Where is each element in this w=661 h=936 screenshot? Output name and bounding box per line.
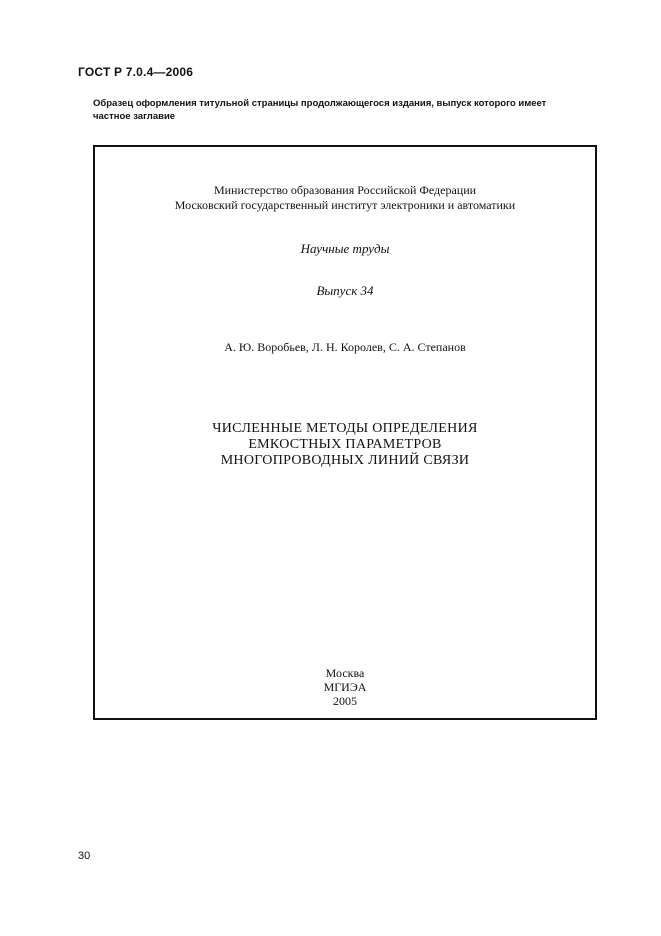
title-line: ЕМКОСТНЫХ ПАРАМЕТРОВ: [248, 437, 442, 452]
publication-title: [95, 421, 595, 469]
institute-name: Московский государственный институт электроники и автоматики: [174, 198, 516, 212]
title-line: МНОГОПРОВОДНЫХ ЛИНИЙ СВЯЗИ: [220, 453, 470, 468]
imprint-publisher: МГИЭА: [323, 680, 367, 694]
organization-block: [95, 183, 595, 213]
authors: А. Ю. Воробьев, Л. Н. Королев, С. А. Степанов: [224, 340, 466, 354]
imprint-block: [95, 666, 595, 708]
sample-caption: [93, 97, 593, 123]
imprint-year: 2005: [333, 694, 357, 708]
imprint-city: Москва: [325, 666, 365, 680]
page-number: 30: [78, 850, 91, 862]
issue-number: Выпуск 34: [316, 283, 374, 298]
ministry-name: Министерство образования Российской Федерации: [213, 183, 477, 197]
title-line: ЧИСЛЕННЫЕ МЕТОДЫ ОПРЕДЕЛЕНИЯ: [212, 421, 478, 436]
title-page-frame: [93, 145, 597, 720]
caption-line: Образец оформления титульной страницы продолжающегося издания, выпуск которого имеет: [93, 98, 547, 109]
series-title: Научные труды: [300, 241, 390, 256]
standard-designation: ГОСТ Р 7.0.4—2006: [78, 65, 194, 79]
caption-line: частное заглавие: [93, 111, 176, 122]
